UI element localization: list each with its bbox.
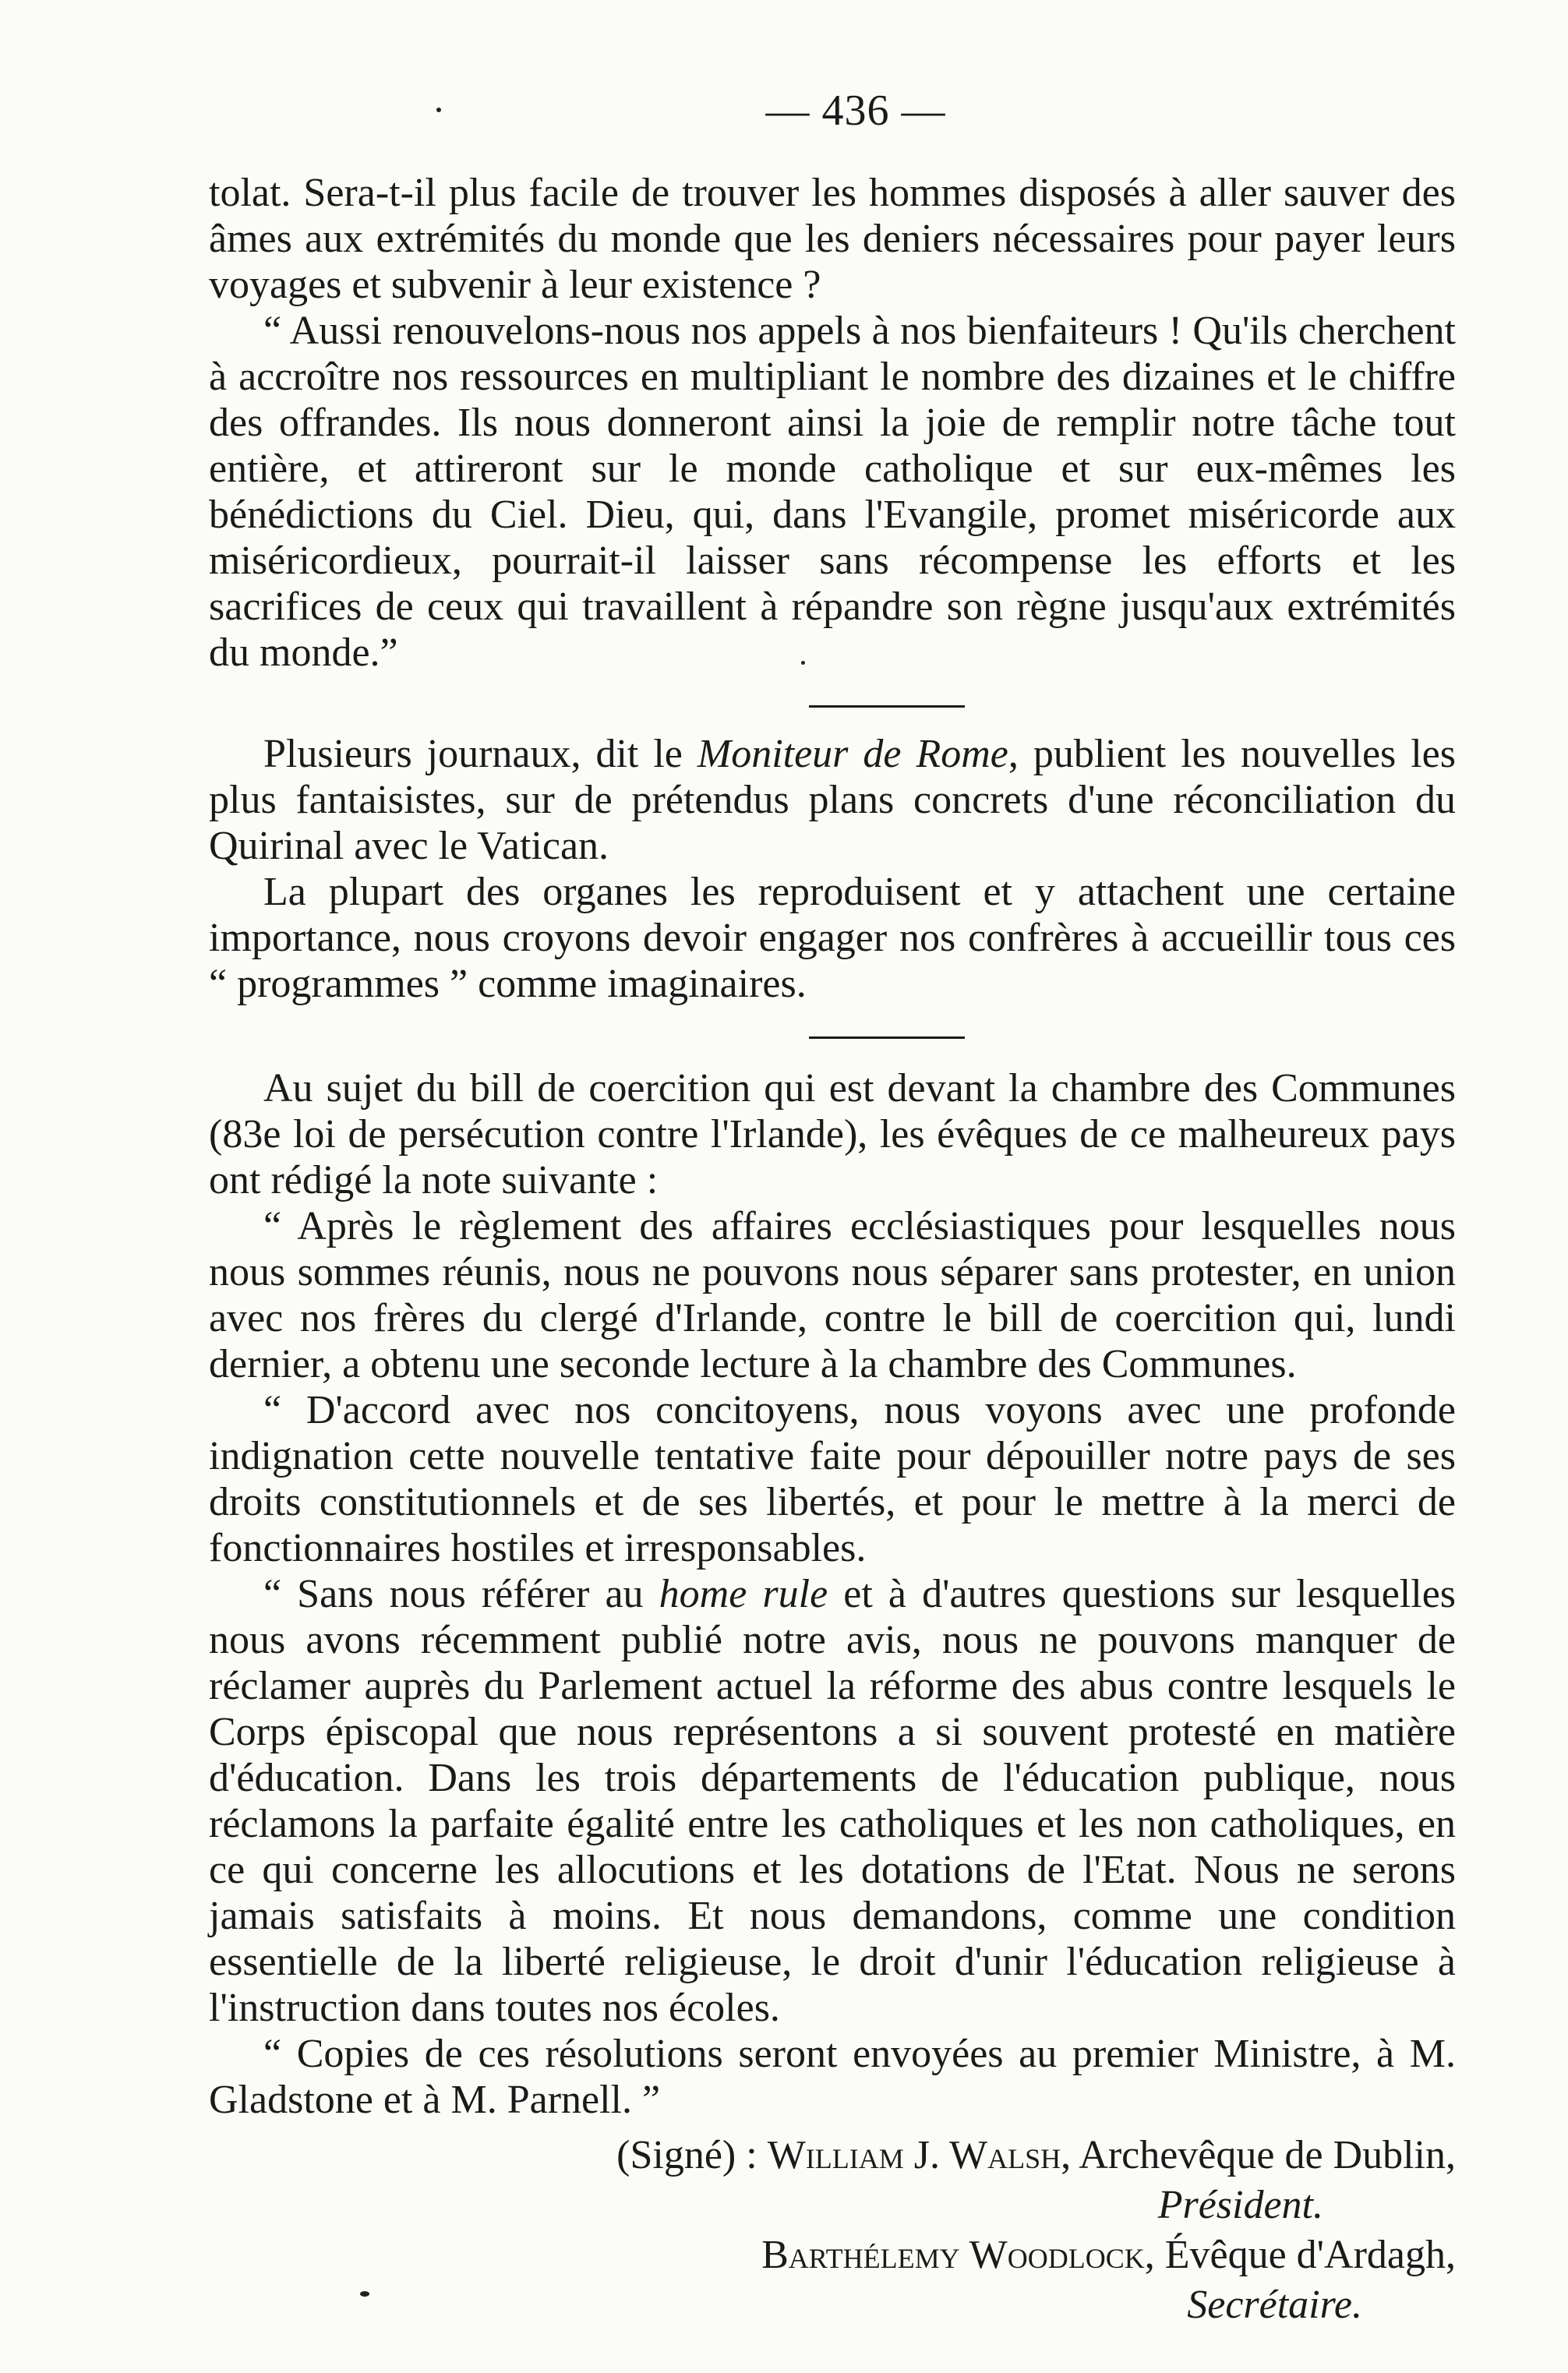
signatory-title-2: Secrétaire. bbox=[1187, 2283, 1362, 2327]
section-divider bbox=[809, 1036, 965, 1039]
signature-block bbox=[209, 2131, 1456, 2330]
paragraph-continuation: tolat. Sera-t-il plus facile de trouver les hommes disposés à aller sauver des âmes aux extrémités du monde que les deniers nécessaires pour payer leurs voyages et subvenir à leur existence ? bbox=[209, 171, 1456, 307]
signatory-role-2: , Évêque d'Ardagh, bbox=[1144, 2233, 1456, 2277]
section-divider bbox=[809, 705, 965, 708]
paragraph-appeal: “ Aussi renouvelons-nous nos appels à nos bienfaiteurs ! Qu'ils cherchent à accroître nos ressources en multipliant le nombre des dizaines et le chiffre des offrandes. Ils nous donneront ainsi la joie de remplir notre tâche tout entière, et attireront sur le monde catholique et sur eux-mêmes les bénédictions du Ciel. Dieu, qui, dans l'Evangile, promet miséricorde aux miséricordieux, pourrait-il laisser sans récompense les efforts et les sacrifices de ceux qui travaillent à répandre son règne jusqu'aux extrémités du monde.” bbox=[209, 309, 1456, 675]
journals-text-before: Plusieurs journaux, dit le bbox=[263, 732, 697, 776]
signatory-role-1: , Archevêque de Dublin, bbox=[1061, 2133, 1456, 2177]
paragraph-journals bbox=[209, 731, 1456, 869]
signatory-name-1: William J. Walsh bbox=[767, 2133, 1061, 2177]
page-number: — 436 — bbox=[765, 87, 946, 135]
signature-line-2 bbox=[209, 2230, 1456, 2280]
print-speck bbox=[360, 2291, 369, 2297]
document-page bbox=[209, 86, 1456, 2330]
signatory-name-2: Barthélemy Woodlock bbox=[761, 2233, 1145, 2277]
education-text-after: et à d'autres questions sur lesquelles nous avons récemment publié notre avis, nous ne pouvons manquer de réclamer auprès du Parlement actuel la réforme des abus contre lesquels le Corps épiscopal que nous représentons a si souvent protesté en matière d'éducation. Dans les trois départements de l'éducation publique, nous réclamons la parfaite égalité entre les catholiques et les non catholiques, en ce qui concerne les allocutions et les dotations de l'Etat. Nous ne serons jamais satisfaits à moins. Et nous demandons, comme une condition essentielle de la liberté religieuse, le droit d'unir l'éducation religieuse à l'instruction dans toutes nos écoles. bbox=[209, 1572, 1457, 2030]
paragraph-protest: “ Après le règlement des affaires ecclésiastiques pour lesquelles nous nous sommes réunis, nous ne pouvons nous séparer sans protester, en union avec nos frères du clergé d'Irlande, contre le bill de coercition qui, lundi dernier, a obtenu une seconde lecture à la chambre des Communes. bbox=[209, 1204, 1456, 1386]
print-speck bbox=[436, 108, 441, 112]
signatory-title-1: Président. bbox=[1157, 2183, 1323, 2227]
journals-text-after: , publient les nouvelles les plus fantaisistes, sur de prétendus plans concrets d'une réconciliation du Quirinal avec le Vatican. bbox=[209, 732, 1456, 868]
paragraph-organs: La plupart des organes les reproduisent et y attachent une certaine importance, nous croyons devoir engager nos confrères à accueillir tous ces “ programmes ” comme imaginaires. bbox=[209, 870, 1456, 1006]
signature-line-1 bbox=[209, 2131, 1456, 2181]
paragraph-indignation: “ D'accord avec nos concitoyens, nous voyons avec une profonde indignation cette nouvelle tentative faite pour dépouiller notre pays de ses droits constitutionnels et de ses libertés, et pour le mettre à la merci de fonctionnaires hostiles et irresponsables. bbox=[209, 1388, 1456, 1570]
paragraph-copies: “ Copies de ces résolutions seront envoyées au premier Ministre, à M. Gladstone et à M. Parnell. ” bbox=[209, 2032, 1456, 2122]
journal-title: Moniteur de Rome bbox=[697, 732, 1008, 776]
paragraph-education bbox=[209, 1571, 1456, 2031]
home-rule-term: home rule bbox=[659, 1572, 828, 1616]
paragraph-coercion-intro: Au sujet du bill de coercition qui est devant la chambre des Communes (83e loi de persécution contre l'Irlande), les évêques de ce malheureux pays ont rédigé la note suivante : bbox=[209, 1066, 1456, 1202]
education-text-before: “ Sans nous référer au bbox=[263, 1572, 659, 1616]
print-speck bbox=[801, 661, 805, 665]
signed-label: (Signé) : bbox=[616, 2133, 768, 2177]
